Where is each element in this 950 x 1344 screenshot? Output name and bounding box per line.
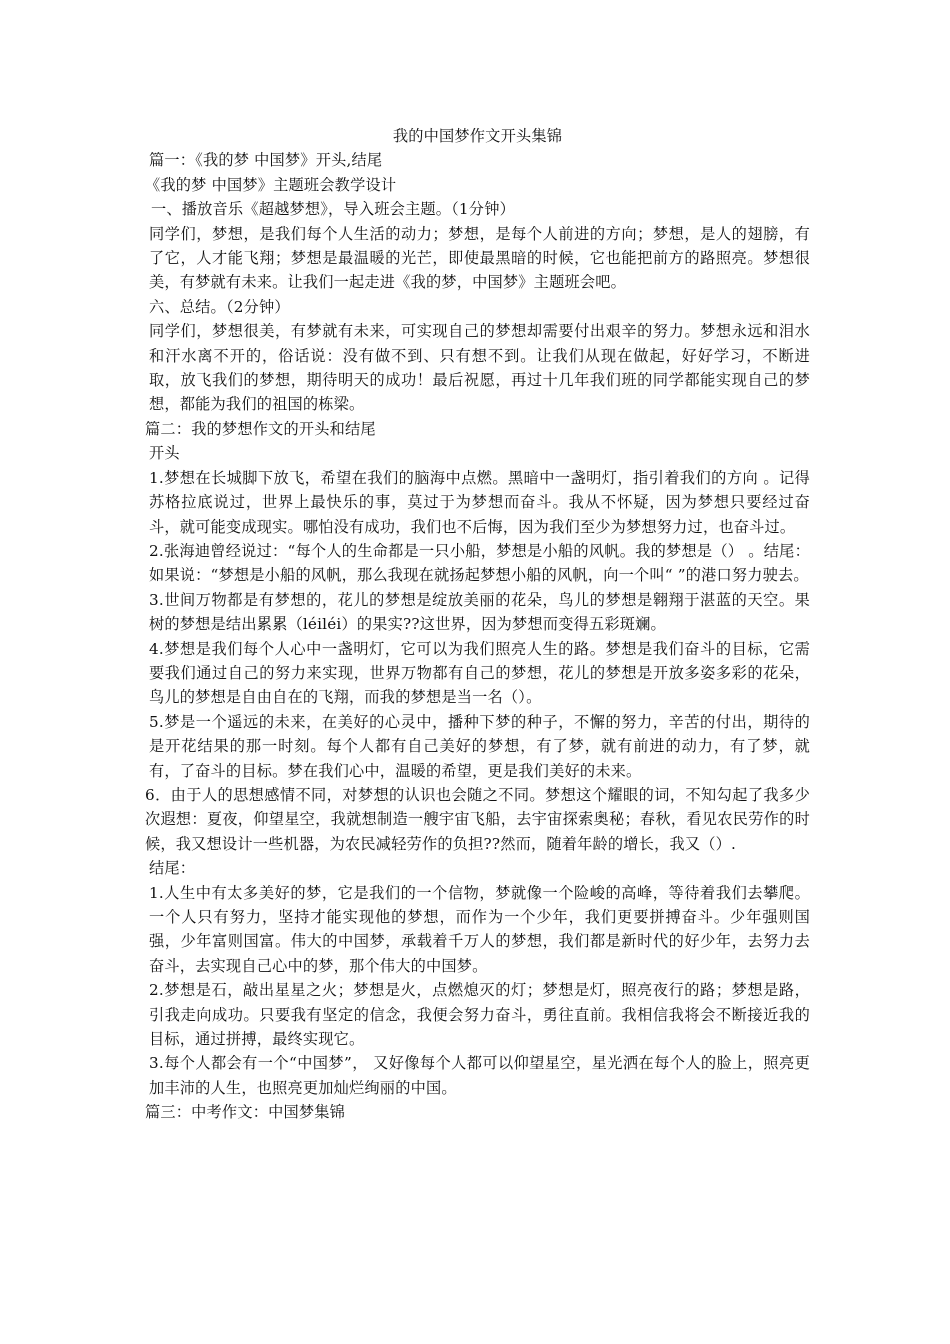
opening-item-5: 5.梦是一个遥远的未来，在美好的心灵中，播种下梦的种子，不懈的努力，辛苦的付出，期待的是开花结果的那一时刻。每个人都有自己美好的梦想，有了梦，就有前进的动力，有了梦，就有，了奋斗的目标。梦在我们心中，温暖的希望，更是我们美好的未来。 — [149, 712, 810, 780]
opening-item-1: 1.梦想在长城脚下放飞，希望在我们的脑海中点燃。黑暗中一盏明灯，指引着我们的方向 。记得苏格拉底说过，世界上最快乐的事，莫过于为梦想而奋斗。我从不怀疑，因为梦想只要经过奋斗，就可能变成现实。哪怕没有成功，我们也不后悔，因为我们至少为梦想努力过，也奋斗过。 — [149, 468, 810, 536]
summary-paragraph: 同学们，梦想很美，有梦就有未来，可实现自己的梦想却需要付出艰辛的努力。梦想永远和泪水和汗水离不开的，俗话说：没有做不到、只有想不到。让我们从现在做起，好好学习，不断进取，放飞我们的梦想，期待明天的成功！最后祝愿，再过十几年我们班的同学都能实现自己的梦想，都能为我们的祖国的栋梁。 — [149, 322, 810, 414]
opening-item-6: 6．由于人的思想感情不同，对梦想的认识也会随之不同。梦想这个耀眼的词，不知勾起了我多少次遐想：夏夜，仰望星空，我就想制造一艘宇宙飞船，去宇宙探索奥秘；春秋，看见农民劳作的时候，我又想设计一些机器，为农民减轻劳作的负担??然而，随着年龄的增长，我又（）. — [145, 785, 810, 853]
intro-paragraph: 同学们，梦想，是我们每个人生活的动力；梦想，是每个人前进的方向；梦想，是人的翅膀，有了它，人才能飞翔；梦想是最温暖的光芒，即使最黑暗的时候，它也能把前方的路照亮。梦想很美，有梦就有未来。让我们一起走进《我的梦，中国梦》主题班会吧。 — [149, 224, 810, 292]
summary-heading: 六、总结。（2分钟） — [149, 297, 290, 316]
section-one-heading: 一、播放音乐《超越梦想》，导入班会主题。（1分钟） — [151, 200, 515, 219]
opening-label: 开头 — [149, 444, 180, 463]
document-body — [145, 124, 810, 1125]
opening-item-3: 3.世间万物都是有梦想的，花儿的梦想是绽放美丽的花朵，鸟儿的梦想是翱翔于湛蓝的天空。果树的梦想是结出累累（léiléi）的果实??这世界，因为梦想而变得五彩斑斓。 — [149, 590, 810, 634]
document-title: 我的中国梦作文开头集锦 — [392, 127, 563, 145]
class-meeting-title: 《我的梦 中国梦》主题班会教学设计 — [145, 175, 397, 194]
ending-item-3: 3.每个人都会有一个“中国梦”， 又好像每个人都可以仰望星空，星光洒在每个人的脸上，照亮更加丰沛的人生，也照亮更加灿烂绚丽的中国。 — [149, 1054, 810, 1097]
ending-item-1: 1.人生中有太多美好的梦，它是我们的一个信物，梦就像一个险峻的高峰，等待着我们去攀爬。一个人只有努力，坚持才能实现他的梦想，而作为一个少年，我们更要拼搏奋斗。少年强则国强，少年富则国富。伟大的中国梦，承载着千万人的梦想，我们都是新时代的好少年，去努力去奋斗，去实现自己心中的梦，那个伟大的中国梦。 — [149, 883, 810, 975]
ending-label: 结尾： — [149, 859, 196, 878]
opening-item-2: 2.张海迪曾经说过：“每个人的生命都是一只小船，梦想是小船的风帆。我的梦想是（） 。结尾：如果说：“梦想是小船的风帆，那么我现在就扬起梦想小船的风帆，向一个叫“ ”的港口努力驶去。 — [149, 541, 810, 585]
ending-item-2: 2.梦想是石，敲出星星之火；梦想是火，点燃熄灭的灯；梦想是灯，照亮夜行的路；梦想是路，引我走向成功。只要我有坚定的信念，我便会努力奋斗，勇往直前。我相信我将会不断接近我的目标，通过拼搏，最终实现它。 — [149, 981, 810, 1049]
part1-heading: 篇一：《我的梦 中国梦》开头,结尾 — [149, 151, 383, 170]
part2-heading: 篇二：我的梦想作文的开头和结尾 — [145, 419, 376, 438]
part3-heading: 篇三：中考作文：中国梦集锦 — [145, 1103, 346, 1122]
opening-item-4: 4.梦想是我们每个人心中一盏明灯，它可以为我们照亮人生的路。梦想是我们奋斗的目标，它需要我们通过自己的努力来实现，世界万物都有自己的梦想，花儿的梦想是开放多姿多彩的花朵，鸟儿的梦想是自由自在的飞翔，而我的梦想是当一名（）。 — [149, 639, 810, 707]
